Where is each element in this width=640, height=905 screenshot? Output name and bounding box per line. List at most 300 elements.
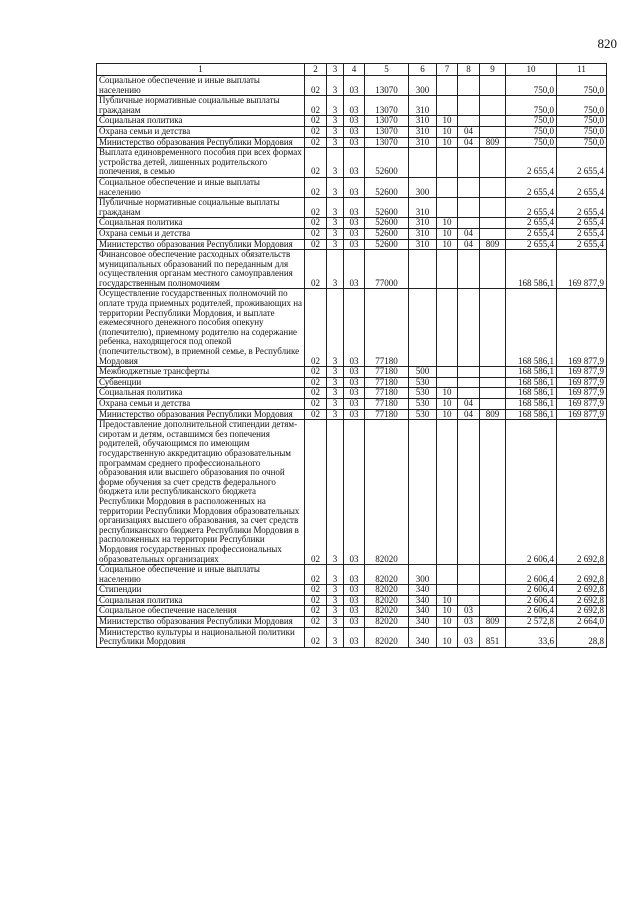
row-cell: 02 (305, 228, 327, 239)
row-cell: 03 (344, 289, 365, 367)
table-row (97, 218, 607, 229)
row-cell: 77180 (365, 399, 409, 410)
row-cell (458, 198, 480, 218)
row-cell: 168 586,1 (506, 399, 557, 410)
row-cell: 169 877,9 (557, 409, 607, 420)
row-cell (437, 148, 458, 178)
row-cell: 169 877,9 (557, 289, 607, 367)
row-cell: 750,0 (557, 116, 607, 127)
row-cell (437, 565, 458, 585)
row-cell: 02 (305, 409, 327, 420)
row-cell: 52600 (365, 177, 409, 197)
row-cell: 02 (305, 126, 327, 137)
row-cell: 310 (409, 198, 437, 218)
row-cell: 52600 (365, 148, 409, 178)
row-cell: 77000 (365, 250, 409, 289)
row-cell: 33,6 (506, 627, 557, 647)
table-row (97, 96, 607, 116)
row-description: Министерство образования Республики Мордовия (97, 617, 305, 628)
row-cell: 2 655,4 (506, 198, 557, 218)
row-description: Предоставление дополнительной стипендии детям-сиротам и детям, оставшимся без попечения родителей, обучающимся по имеющим государственную аккредитацию образовательным программам среднего профессионального образования или высшего образования по очной форме обучения за счет средств федерального бюджета или республиканского бюджета Республики Мордовия в расположенных на территории Республики Мордовия образовательных организациях высшего образования, за счет средств республиканского бюджета Республики Мордовия в расположенных на территории Республики Мордовия государственных профессиональных образовательных организациях (97, 420, 305, 565)
row-cell: 2 655,4 (557, 228, 607, 239)
row-cell: 3 (327, 116, 344, 127)
row-cell: 03 (344, 126, 365, 137)
row-cell: 02 (305, 565, 327, 585)
row-cell: 3 (327, 420, 344, 565)
row-cell: 03 (344, 627, 365, 647)
row-cell: 340 (409, 617, 437, 628)
row-cell: 809 (480, 239, 506, 250)
row-cell: 02 (305, 96, 327, 116)
row-cell: 2 664,0 (557, 617, 607, 628)
table-row (97, 76, 607, 96)
row-cell: 13070 (365, 137, 409, 148)
header-cell: 7 (437, 64, 458, 76)
row-cell: 310 (409, 218, 437, 229)
header-cell: 10 (506, 64, 557, 76)
row-cell: 2 692,8 (557, 565, 607, 585)
table-body (97, 76, 607, 648)
row-cell (480, 228, 506, 239)
row-cell: 2 692,8 (557, 585, 607, 596)
row-cell: 3 (327, 565, 344, 585)
row-cell (480, 198, 506, 218)
row-cell: 03 (344, 177, 365, 197)
row-cell (480, 388, 506, 399)
row-cell: 530 (409, 409, 437, 420)
row-cell: 10 (437, 218, 458, 229)
row-cell: 310 (409, 116, 437, 127)
row-cell: 500 (409, 367, 437, 378)
row-cell: 02 (305, 250, 327, 289)
row-cell (458, 367, 480, 378)
row-description: Охрана семьи и детства (97, 126, 305, 137)
row-cell (480, 565, 506, 585)
table-row (97, 627, 607, 647)
row-cell: 03 (344, 239, 365, 250)
row-cell (458, 565, 480, 585)
row-cell: 168 586,1 (506, 250, 557, 289)
row-cell: 03 (458, 606, 480, 617)
row-cell (480, 585, 506, 596)
row-cell (458, 585, 480, 596)
row-cell (480, 76, 506, 96)
row-cell (480, 126, 506, 137)
table-row (97, 377, 607, 388)
row-cell: 02 (305, 289, 327, 367)
row-cell: 04 (458, 409, 480, 420)
row-cell (480, 367, 506, 378)
row-description: Социальная политика (97, 116, 305, 127)
row-cell: 03 (344, 76, 365, 96)
row-cell: 13070 (365, 76, 409, 96)
row-cell: 750,0 (557, 126, 607, 137)
row-cell: 2 692,8 (557, 595, 607, 606)
row-cell: 10 (437, 137, 458, 148)
header-cell: 6 (409, 64, 437, 76)
row-cell: 13070 (365, 116, 409, 127)
row-cell: 2 655,4 (557, 198, 607, 218)
row-cell: 750,0 (557, 96, 607, 116)
row-cell: 02 (305, 137, 327, 148)
row-cell: 300 (409, 565, 437, 585)
table-row (97, 239, 607, 250)
row-cell: 02 (305, 116, 327, 127)
row-cell: 169 877,9 (557, 250, 607, 289)
row-cell: 169 877,9 (557, 367, 607, 378)
row-description: Министерство культуры и национальной политики Республики Мордовия (97, 627, 305, 647)
row-cell: 300 (409, 177, 437, 197)
row-cell: 3 (327, 367, 344, 378)
row-cell (437, 96, 458, 116)
row-cell (458, 289, 480, 367)
row-description: Стипендии (97, 585, 305, 596)
table-row (97, 148, 607, 178)
row-description: Министерство образования Республики Мордовия (97, 137, 305, 148)
row-cell (458, 76, 480, 96)
row-description: Выплата единовременного пособия при всех формах устройства детей, лишенных родительского попечения, в семью (97, 148, 305, 178)
row-cell: 02 (305, 377, 327, 388)
row-cell: 03 (344, 96, 365, 116)
row-cell: 02 (305, 198, 327, 218)
row-cell (409, 148, 437, 178)
row-cell (437, 367, 458, 378)
table-row (97, 399, 607, 410)
row-cell: 02 (305, 388, 327, 399)
row-cell: 02 (305, 420, 327, 565)
row-cell: 750,0 (557, 76, 607, 96)
row-cell: 3 (327, 228, 344, 239)
row-cell (409, 250, 437, 289)
row-description: Министерство образования Республики Мордовия (97, 409, 305, 420)
row-cell: 3 (327, 126, 344, 137)
row-cell: 168 586,1 (506, 409, 557, 420)
row-cell: 169 877,9 (557, 399, 607, 410)
row-cell: 03 (344, 116, 365, 127)
row-cell: 3 (327, 289, 344, 367)
row-cell (458, 116, 480, 127)
row-cell (437, 420, 458, 565)
header-cell: 2 (305, 64, 327, 76)
row-cell: 3 (327, 377, 344, 388)
row-cell: 02 (305, 399, 327, 410)
table-row (97, 595, 607, 606)
row-cell: 169 877,9 (557, 388, 607, 399)
row-description: Межбюджетные трансферты (97, 367, 305, 378)
table-row (97, 585, 607, 596)
row-cell (458, 96, 480, 116)
row-cell: 3 (327, 388, 344, 399)
row-cell: 2 572,8 (506, 617, 557, 628)
row-cell: 3 (327, 585, 344, 596)
header-cell: 1 (97, 64, 305, 76)
header-cell: 8 (458, 64, 480, 76)
row-cell: 82020 (365, 617, 409, 628)
header-cell: 3 (327, 64, 344, 76)
row-cell: 10 (437, 595, 458, 606)
table-row (97, 228, 607, 239)
row-cell: 3 (327, 250, 344, 289)
row-description: Социальная политика (97, 218, 305, 229)
header-cell: 11 (557, 64, 607, 76)
row-cell: 2 606,4 (506, 420, 557, 565)
table-row (97, 617, 607, 628)
row-cell: 02 (305, 218, 327, 229)
row-cell: 2 692,8 (557, 420, 607, 565)
table-row (97, 606, 607, 617)
row-cell: 10 (437, 617, 458, 628)
table-row (97, 565, 607, 585)
page-number: 820 (597, 36, 617, 51)
row-cell: 2 655,4 (557, 218, 607, 229)
row-cell: 13070 (365, 96, 409, 116)
row-cell: 750,0 (506, 116, 557, 127)
row-cell: 3 (327, 177, 344, 197)
row-cell: 310 (409, 137, 437, 148)
row-cell: 340 (409, 595, 437, 606)
row-cell: 13070 (365, 126, 409, 137)
table-row (97, 116, 607, 127)
row-cell: 04 (458, 137, 480, 148)
row-cell (480, 250, 506, 289)
table-row (97, 289, 607, 367)
row-cell: 2 655,4 (506, 228, 557, 239)
row-cell: 77180 (365, 289, 409, 367)
row-cell: 10 (437, 606, 458, 617)
row-cell: 10 (437, 126, 458, 137)
row-cell: 03 (344, 388, 365, 399)
row-cell: 2 655,4 (557, 177, 607, 197)
row-cell (437, 76, 458, 96)
row-cell (480, 606, 506, 617)
row-cell: 310 (409, 228, 437, 239)
row-cell: 750,0 (506, 137, 557, 148)
row-cell: 03 (344, 148, 365, 178)
row-cell: 10 (437, 409, 458, 420)
row-cell (409, 289, 437, 367)
row-cell: 2 655,4 (506, 218, 557, 229)
row-cell: 3 (327, 218, 344, 229)
row-cell: 3 (327, 595, 344, 606)
row-cell: 530 (409, 388, 437, 399)
row-cell: 340 (409, 585, 437, 596)
row-cell: 2 606,4 (506, 585, 557, 596)
table-row (97, 137, 607, 148)
row-cell: 82020 (365, 627, 409, 647)
row-cell (480, 218, 506, 229)
row-cell: 2 655,4 (506, 239, 557, 250)
row-cell: 750,0 (506, 96, 557, 116)
row-cell: 10 (437, 239, 458, 250)
row-cell: 03 (344, 565, 365, 585)
row-cell: 02 (305, 239, 327, 250)
row-cell: 02 (305, 585, 327, 596)
row-description: Социальное обеспечение и иные выплаты населению (97, 565, 305, 585)
row-cell: 28,8 (557, 627, 607, 647)
row-cell: 82020 (365, 420, 409, 565)
row-cell (458, 377, 480, 388)
row-cell (458, 388, 480, 399)
row-cell: 809 (480, 617, 506, 628)
row-cell (437, 250, 458, 289)
row-cell: 02 (305, 606, 327, 617)
row-cell: 03 (344, 137, 365, 148)
row-cell: 03 (344, 606, 365, 617)
header-row (97, 64, 607, 76)
row-cell: 03 (344, 617, 365, 628)
row-cell: 03 (344, 218, 365, 229)
budget-table (96, 63, 607, 648)
row-cell: 3 (327, 239, 344, 250)
row-cell: 3 (327, 627, 344, 647)
row-cell (437, 177, 458, 197)
row-cell: 03 (344, 367, 365, 378)
row-description: Охрана семьи и детства (97, 399, 305, 410)
row-cell: 04 (458, 239, 480, 250)
row-description: Социальное обеспечение и иные выплаты населению (97, 177, 305, 197)
row-cell (437, 198, 458, 218)
row-cell: 77180 (365, 377, 409, 388)
row-cell: 52600 (365, 218, 409, 229)
row-cell: 02 (305, 148, 327, 178)
row-cell: 530 (409, 399, 437, 410)
row-cell: 340 (409, 606, 437, 617)
row-cell (437, 377, 458, 388)
row-cell: 168 586,1 (506, 367, 557, 378)
row-description: Финансовое обеспечение расходных обязательств муниципальных образований по переданным для осуществления органам местного самоуправления государственным полномочиям (97, 250, 305, 289)
row-cell: 3 (327, 399, 344, 410)
row-cell: 2 655,4 (506, 177, 557, 197)
row-cell (480, 420, 506, 565)
row-cell: 10 (437, 627, 458, 647)
row-cell (409, 420, 437, 565)
row-cell: 03 (458, 627, 480, 647)
row-cell (458, 218, 480, 229)
row-cell: 04 (458, 228, 480, 239)
row-cell (480, 96, 506, 116)
row-cell: 168 586,1 (506, 377, 557, 388)
row-cell: 03 (344, 585, 365, 596)
row-cell: 809 (480, 409, 506, 420)
row-cell (480, 148, 506, 178)
row-cell: 77180 (365, 388, 409, 399)
row-cell: 82020 (365, 565, 409, 585)
row-cell: 3 (327, 96, 344, 116)
row-cell (480, 595, 506, 606)
row-cell: 300 (409, 76, 437, 96)
row-cell: 851 (480, 627, 506, 647)
row-cell (480, 116, 506, 127)
row-cell: 3 (327, 76, 344, 96)
row-description: Социальная политика (97, 595, 305, 606)
row-description: Охрана семьи и детства (97, 228, 305, 239)
row-cell: 82020 (365, 595, 409, 606)
row-cell: 310 (409, 126, 437, 137)
row-cell (480, 177, 506, 197)
row-cell: 03 (344, 409, 365, 420)
table-row (97, 409, 607, 420)
row-cell (437, 289, 458, 367)
row-cell: 52600 (365, 239, 409, 250)
row-cell (480, 377, 506, 388)
row-cell (480, 399, 506, 410)
row-cell: 02 (305, 76, 327, 96)
row-cell: 52600 (365, 198, 409, 218)
row-cell: 03 (344, 228, 365, 239)
row-cell (458, 420, 480, 565)
row-cell: 3 (327, 148, 344, 178)
row-description: Социальное обеспечение населения (97, 606, 305, 617)
row-description: Публичные нормативные социальные выплаты гражданам (97, 96, 305, 116)
row-cell: 02 (305, 595, 327, 606)
row-cell: 52600 (365, 228, 409, 239)
row-cell: 750,0 (506, 126, 557, 137)
row-cell: 168 586,1 (506, 388, 557, 399)
header-cell: 4 (344, 64, 365, 76)
row-description: Осуществление государственных полномочий по оплате труда приемных родителей, проживающих на территории Республики Мордовия, и выплате ежемесячного денежного пособия опекуну (попечителю), приемному родителю на содержание ребенка, находящегося под опекой (попечительством), в приемной семье, в Республике Мордовия (97, 289, 305, 367)
table-row (97, 367, 607, 378)
row-cell: 2 606,4 (506, 565, 557, 585)
row-cell: 750,0 (506, 76, 557, 96)
row-description: Субвенции (97, 377, 305, 388)
row-cell: 2 692,8 (557, 606, 607, 617)
row-cell: 2 655,4 (506, 148, 557, 178)
row-cell: 03 (344, 198, 365, 218)
table-row (97, 250, 607, 289)
row-cell: 340 (409, 627, 437, 647)
row-cell: 809 (480, 137, 506, 148)
row-cell: 02 (305, 627, 327, 647)
row-cell: 310 (409, 96, 437, 116)
row-cell: 02 (305, 617, 327, 628)
row-cell: 530 (409, 377, 437, 388)
row-cell: 750,0 (557, 137, 607, 148)
row-cell (458, 595, 480, 606)
table-row (97, 420, 607, 565)
row-cell: 03 (344, 399, 365, 410)
row-cell: 10 (437, 388, 458, 399)
row-cell: 04 (458, 399, 480, 410)
table-row (97, 126, 607, 137)
row-cell: 168 586,1 (506, 289, 557, 367)
header-cell: 5 (365, 64, 409, 76)
row-cell (458, 148, 480, 178)
row-cell: 3 (327, 617, 344, 628)
table-row (97, 388, 607, 399)
row-cell: 03 (344, 595, 365, 606)
row-cell: 10 (437, 399, 458, 410)
row-cell: 2 606,4 (506, 606, 557, 617)
row-cell: 310 (409, 239, 437, 250)
row-cell: 82020 (365, 585, 409, 596)
row-cell: 03 (344, 250, 365, 289)
row-cell (458, 177, 480, 197)
row-description: Социальное обеспечение и иные выплаты населению (97, 76, 305, 96)
row-description: Министерство образования Республики Мордовия (97, 239, 305, 250)
row-cell: 3 (327, 409, 344, 420)
row-cell: 04 (458, 126, 480, 137)
row-cell (458, 250, 480, 289)
row-cell: 3 (327, 137, 344, 148)
row-cell: 10 (437, 228, 458, 239)
row-cell: 77180 (365, 367, 409, 378)
table-row (97, 198, 607, 218)
row-cell: 10 (437, 116, 458, 127)
row-cell: 02 (305, 367, 327, 378)
row-cell: 02 (305, 177, 327, 197)
header-cell: 9 (480, 64, 506, 76)
row-description: Социальная политика (97, 388, 305, 399)
